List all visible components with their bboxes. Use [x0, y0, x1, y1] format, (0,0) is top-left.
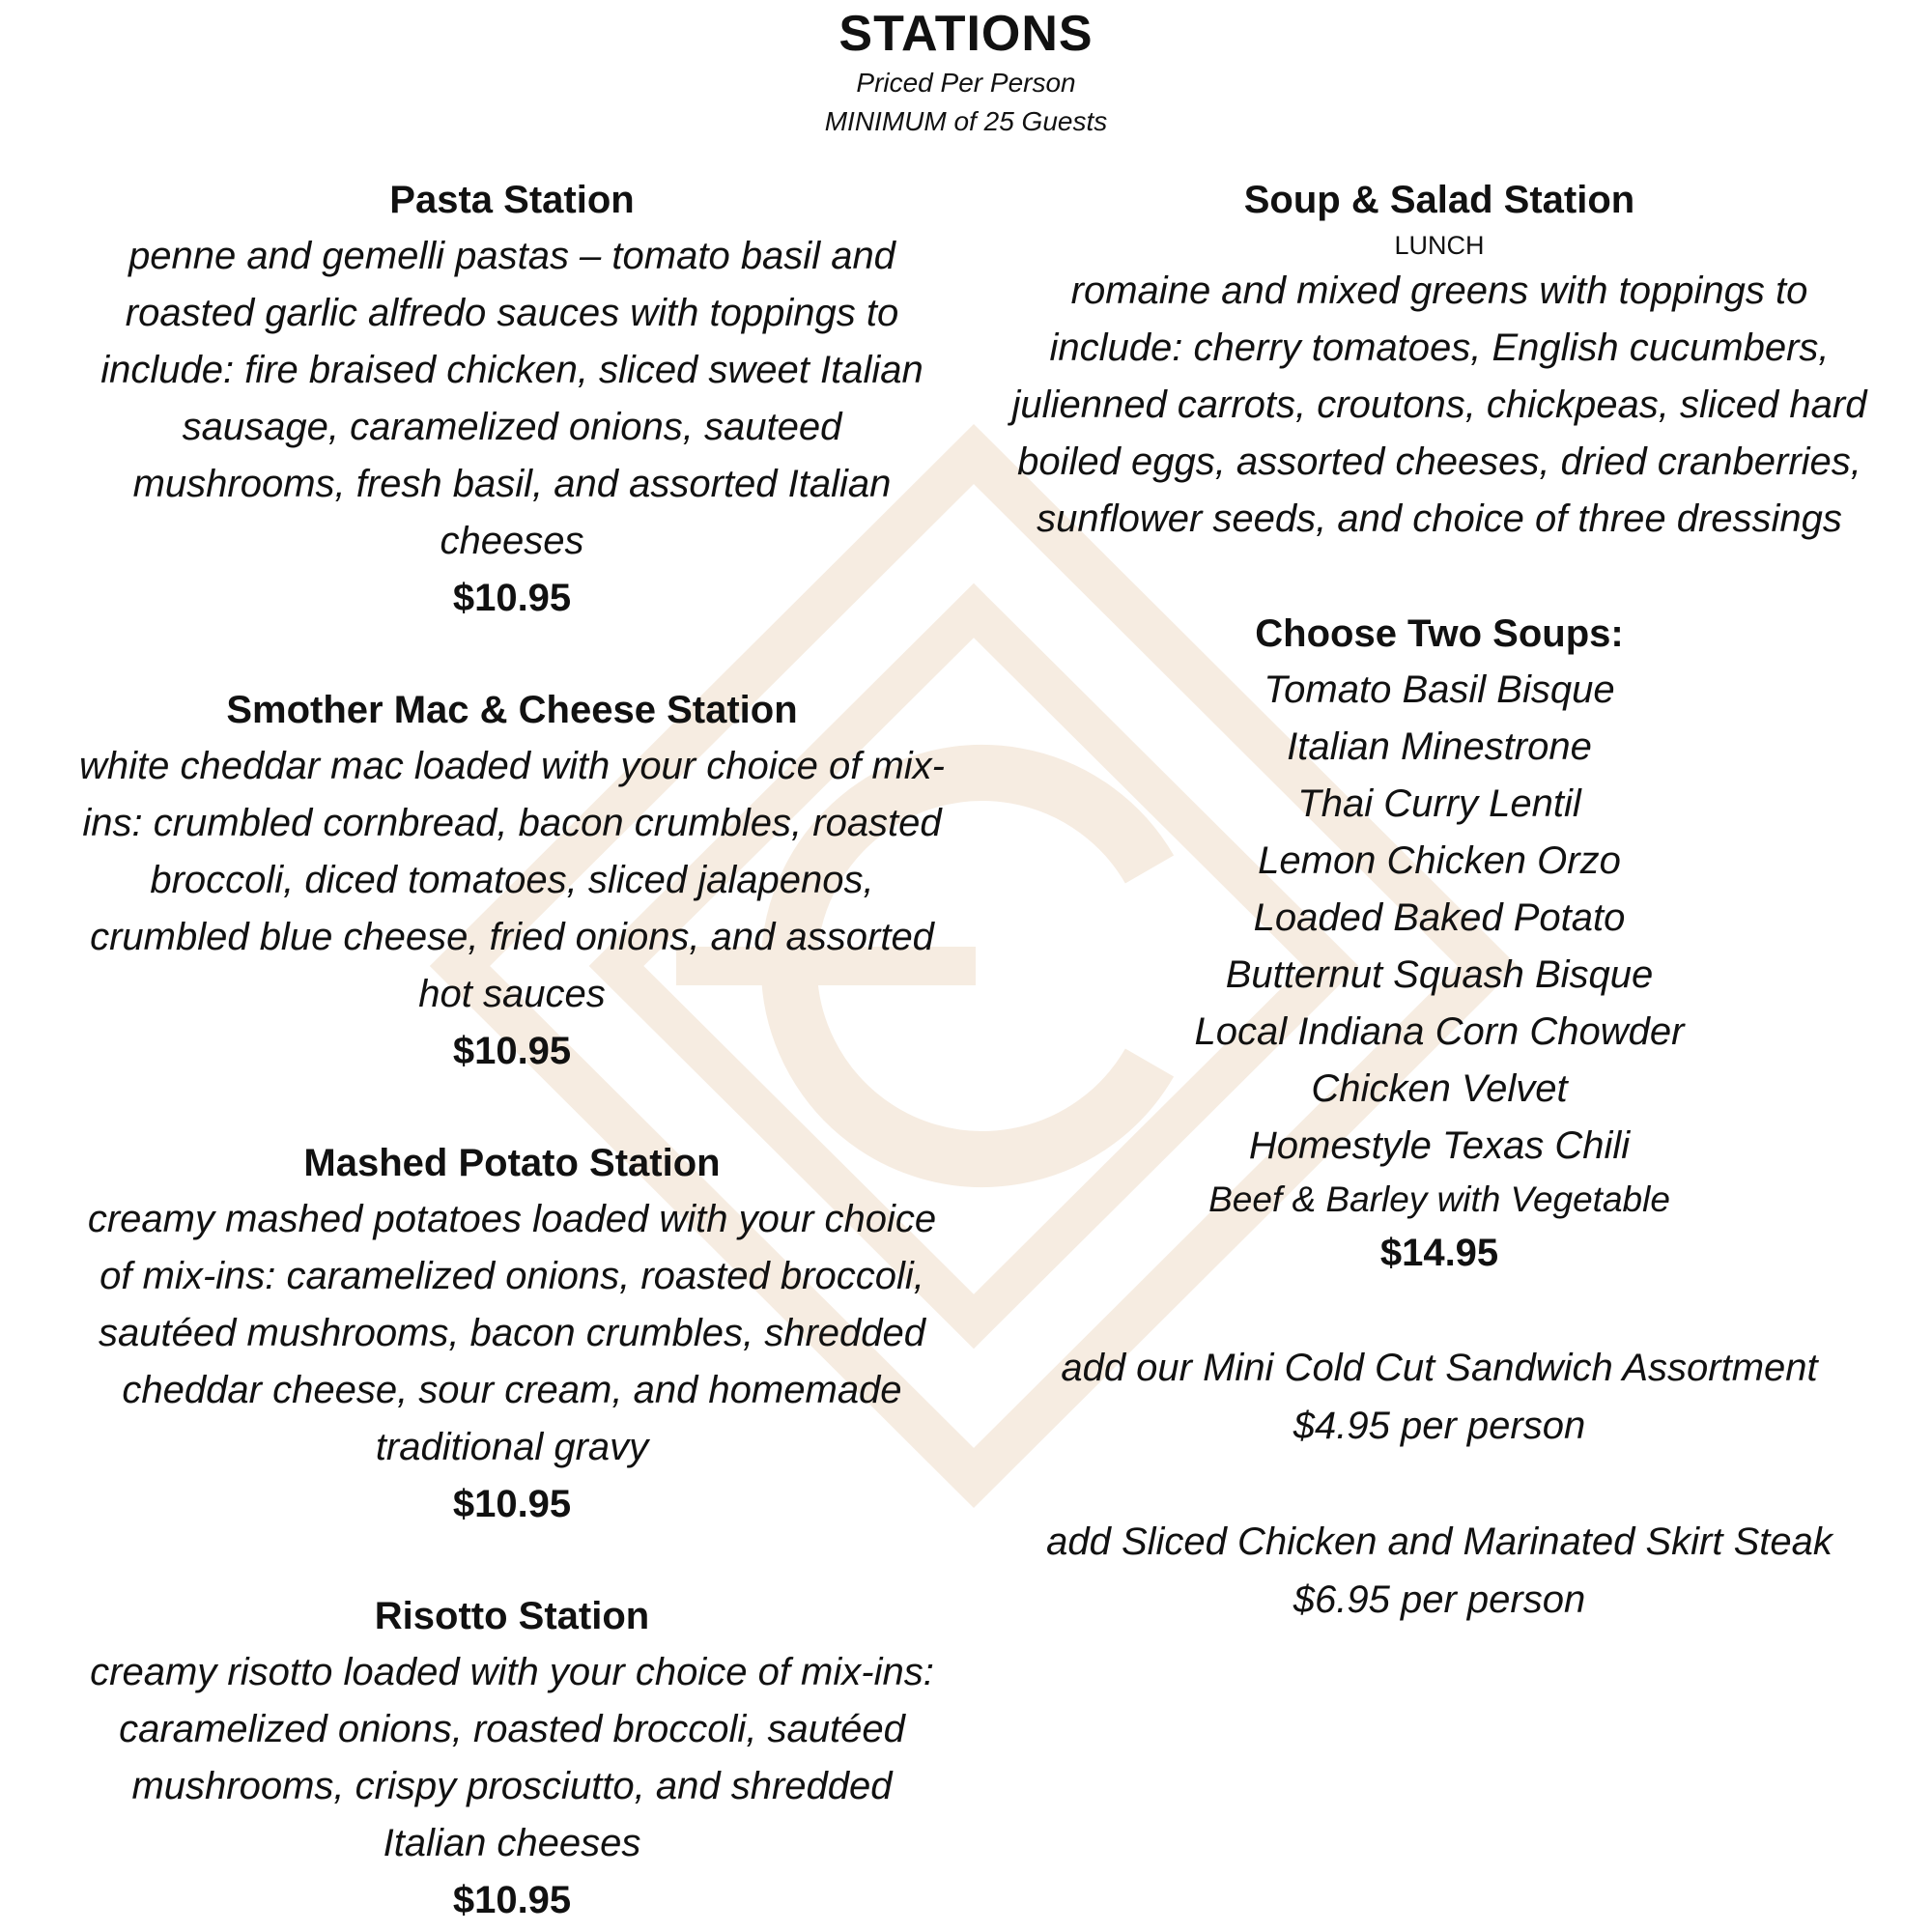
addon-price: $4.95 per person — [1293, 1405, 1586, 1447]
soup-item: Homestyle Texas Chili — [1248, 1124, 1631, 1167]
mashed-potato-station — [77, 1135, 947, 1532]
soup-item: Local Indiana Corn Chowder — [1194, 1010, 1685, 1053]
soup-item: Chicken Velvet — [1311, 1067, 1568, 1110]
soup-item: Butternut Squash Bisque — [1225, 953, 1654, 996]
addon-sandwich — [1005, 1339, 1874, 1455]
station-description: creamy mashed potatoes loaded with your choice of mix-ins: caramelized onions, roasted broccoli, sautéed mushrooms, bacon crumbles, shredded cheddar cheese, sour cream, and homemade traditional gravy — [87, 1198, 937, 1468]
minimum-note: MINIMUM of 25 Guests — [824, 106, 1108, 136]
addon-protein — [1005, 1513, 1874, 1629]
soup-item: Thai Curry Lentil — [1297, 782, 1581, 825]
right-column — [1005, 172, 1874, 1629]
station-title: Mashed Potato Station — [303, 1142, 721, 1184]
station-price: $10.95 — [452, 577, 572, 619]
page-title: STATIONS — [838, 6, 1094, 62]
station-description: creamy risotto loaded with your choice of mix-ins: caramelized onions, roasted broccoli, sautéed mushrooms, crispy prosciutto, and shredded Italian cheeses — [90, 1651, 934, 1864]
left-column — [77, 172, 947, 1928]
soup-salad-station — [1005, 172, 1874, 548]
station-title: Soup & Salad Station — [1243, 179, 1635, 221]
pasta-station — [77, 172, 947, 626]
station-description: romaine and mixed greens with toppings to include: cherry tomatoes, English cucumbers, julienned carrots, croutons, chickpeas, sliced hard boiled eggs, assorted cheeses, dried cranberries, sunflower seeds, and choice of three dressings — [1011, 270, 1867, 540]
station-description: white cheddar mac loaded with your choice of mix-ins: crumbled cornbread, bacon crumbles, roasted broccoli, diced tomatoes, sliced jalapenos, crumbled blue cheese, fried onions, and assorted hot sauces — [79, 745, 945, 1015]
station-description: penne and gemelli pastas – tomato basil and roasted garlic alfredo sauces with toppings to include: fire braised chicken, sliced sweet Italian sausage, caramelized onions, sauteed mushrooms, fresh basil, and assorted Italian cheeses — [100, 235, 923, 562]
soup-item: Lemon Chicken Orzo — [1258, 839, 1621, 882]
soup-choices — [1005, 606, 1874, 1281]
addon-label: add Sliced Chicken and Marinated Skirt Steak — [1046, 1520, 1833, 1563]
station-title: Risotto Station — [374, 1595, 650, 1637]
soup-salad-price: $14.95 — [1379, 1232, 1499, 1274]
station-price: $10.95 — [452, 1879, 572, 1921]
risotto-station — [77, 1588, 947, 1928]
mac-cheese-station — [77, 682, 947, 1079]
pricing-note: Priced Per Person — [856, 68, 1076, 98]
soups-heading: Choose Two Soups: — [1255, 612, 1624, 655]
station-price: $10.95 — [452, 1030, 572, 1072]
station-price: $10.95 — [452, 1483, 572, 1525]
addon-label: add our Mini Cold Cut Sandwich Assortment — [1061, 1347, 1818, 1389]
lunch-label: LUNCH — [1394, 231, 1485, 260]
addon-price: $6.95 per person — [1293, 1578, 1586, 1621]
soup-item: Beef & Barley with Vegetable — [1208, 1179, 1670, 1219]
soup-item: Loaded Baked Potato — [1253, 896, 1626, 939]
soup-item: Italian Minestrone — [1287, 725, 1592, 768]
menu-header — [0, 0, 1932, 141]
soup-item: Tomato Basil Bisque — [1264, 668, 1615, 711]
station-title: Pasta Station — [389, 179, 635, 221]
station-title: Smother Mac & Cheese Station — [226, 689, 798, 731]
